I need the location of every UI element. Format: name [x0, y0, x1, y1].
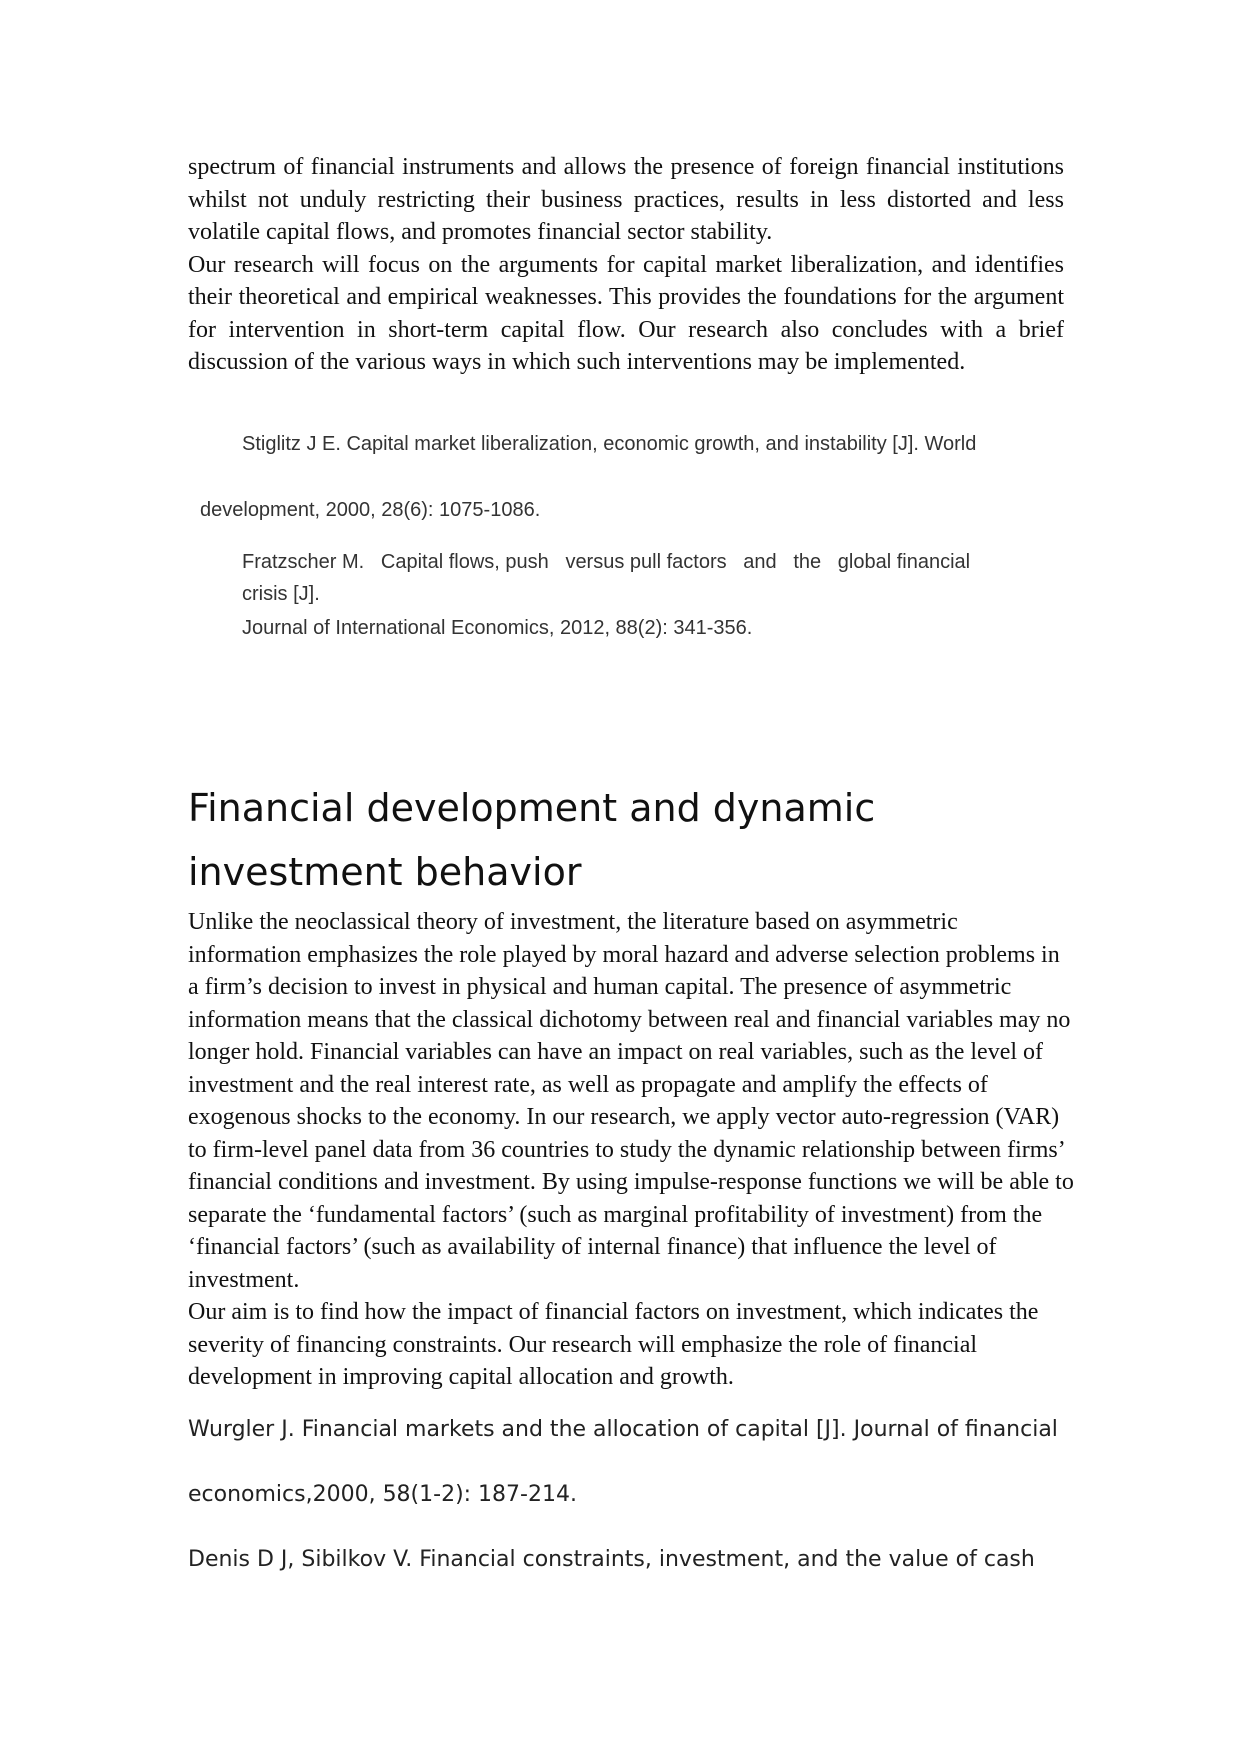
section2-reference-2-line-1: Denis D J, Sibilkov V. Financial constraints, investment, and the value of cash	[188, 1547, 1035, 1572]
section2-body	[188, 906, 1074, 1394]
section1-paragraph-1: spectrum of financial instruments and allows the presence of foreign financial institutions whilst not unduly restricting their business practices, results in less distorted and less volatile capital flows, and promotes financial sector stability.	[188, 154, 1064, 245]
section1-paragraph-2: Our research will focus on the arguments for capital market liberalization, and identifies their theoretical and empirical weaknesses. This provides the foundations for the argument for intervention in short-term capital flow. Our research also concludes with a brief discussion of the various ways in which such interventions may be implemented.	[188, 251, 1064, 375]
section1-reference-1-line-1: Stiglitz J E. Capital market liberalization, economic growth, and instability [J]. World	[242, 433, 977, 455]
section1-reference-2-line-3: Journal of International Economics, 2012, 88(2): 341-356.	[242, 617, 753, 639]
section1-reference-1-line-2: development, 2000, 28(6): 1075-1086.	[200, 499, 541, 521]
section1-reference-2-line-1: Fratzscher M. Capital flows, push versus pull factors and the global financial	[242, 551, 971, 573]
section2-heading: Financial development and dynamic investment behavior	[188, 786, 876, 894]
section2-reference-1-line-2: economics,2000, 58(1-2): 187-214.	[188, 1482, 577, 1507]
section2-paragraph-2: Our aim is to find how the impact of financial factors on investment, which indicates the severity of financing constraints. Our research will emphasize the role of financial development in improving capital allocation and growth.	[188, 1299, 1039, 1390]
section1-reference-2-line-2: crisis [J].	[242, 583, 320, 605]
section2-paragraph-1: Unlike the neoclassical theory of investment, the literature based on asymmetric information emphasizes the role played by moral hazard and adverse selection problems in a firm’s decision to invest in physical and human capital. The presence of asymmetric information means that the classical dichotomy between real and financial variables may no longer hold. Financial variables can have an impact on real variables, such as the level of investment and the real interest rate, as well as propagate and amplify the effects of exogenous shocks to the economy. In our research, we apply vector auto-regression (VAR) to firm-level panel data from 36 countries to study the dynamic relationship between firms’ financial conditions and investment. By using impulse-response functions we will be able to separate the ‘fundamental factors’ (such as marginal profitability of investment) from the ‘financial factors’ (such as availability of internal finance) that influence the level of investment.	[188, 909, 1074, 1293]
section2-reference-1-line-1: Wurgler J. Financial markets and the allocation of capital [J]. Journal of financial	[188, 1417, 1058, 1442]
section1-body	[188, 151, 1064, 379]
